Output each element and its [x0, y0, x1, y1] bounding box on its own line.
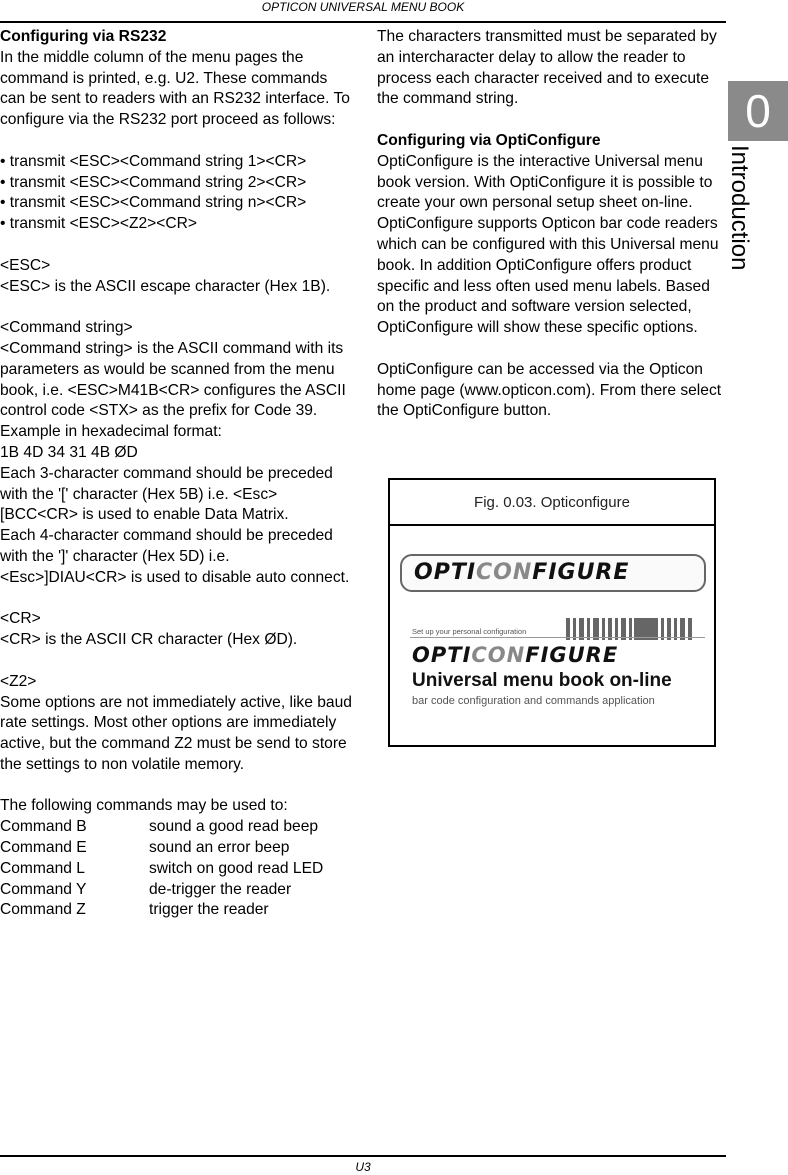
figure-tagline: Set up your personal configuration	[412, 627, 527, 636]
opticonfigure-text: OptiConfigure is the interactive Universal menu book version. With OptiConfigure it is possible to create your own personal setup sheet on-line. OptiConfigure supports Opticon bar code readers which can be configured with this Universal menu book. In addition OptiConfigure offers product specific and less often used menu labels. Based on the product and software version selected, OptiConfigure will show these specific options.	[377, 152, 719, 337]
opticonfigure-figure	[388, 478, 716, 747]
command-name: Command Z	[0, 901, 86, 919]
command-desc: switch on good read LED	[149, 859, 324, 877]
command-string-title: <Command string>	[0, 319, 133, 337]
opticonfigure-heading: Configuring via OptiConfigure	[377, 131, 601, 149]
command-row	[0, 838, 352, 859]
commands-intro: The following commands may be used to:	[0, 797, 288, 815]
command-name: Command L	[0, 859, 85, 877]
footer-rule	[0, 1155, 726, 1157]
esc-text: <ESC> is the ASCII escape character (Hex 1B).	[0, 277, 331, 295]
command-desc: de-trigger the reader	[149, 880, 292, 898]
chapter-number-tab: 0	[728, 81, 788, 141]
opticonfigure-logo-secondary	[412, 642, 618, 668]
logo-part-figure: FIGURE	[532, 560, 630, 585]
opticonfigure-logo-banner	[400, 554, 706, 592]
command-name: Command Y	[0, 880, 87, 898]
command-name: Command B	[0, 818, 87, 836]
bullet-item: • transmit <ESC><Command string n><CR>	[0, 194, 307, 212]
example-label: Example in hexadecimal format:	[0, 423, 222, 441]
chapter-label-tab: Introduction	[726, 145, 753, 271]
command-row	[0, 880, 352, 901]
opticonfigure-logo	[414, 558, 629, 588]
right-column	[377, 27, 725, 422]
command-desc: trigger the reader	[149, 901, 269, 919]
cr-text: <CR> is the ASCII CR character (Hex ØD).	[0, 631, 298, 649]
logo-part-opti: OPTI	[412, 643, 472, 667]
command-row	[0, 900, 352, 921]
bullet-item: • transmit <ESC><Z2><CR>	[0, 215, 198, 233]
rs232-heading: Configuring via RS232	[0, 28, 167, 45]
bullet-item: • transmit <ESC><Command string 2><CR>	[0, 173, 307, 191]
running-header: OPTICON UNIVERSAL MENU BOOK	[261, 0, 465, 14]
page-number: U3	[355, 1160, 371, 1174]
cr-title: <CR>	[0, 610, 41, 628]
logo-part-figure: FIGURE	[525, 643, 619, 667]
header-rule	[0, 21, 726, 23]
command-string-text: <Command string> is the ASCII command with its parameters as would be scanned from the menu book, i.e. <ESC>M41B<CR> configures the ASCII control code <STX> as the prefix for Code 39.	[0, 339, 346, 420]
opticonfigure-access-text: OptiConfigure can be accessed via the Opticon home page (www.opticon.com). From there select the OptiConfigure button.	[377, 360, 722, 420]
logo-part-con: CON	[476, 560, 533, 585]
command-name: Command E	[0, 839, 87, 857]
example-value: 1B 4D 34 31 4B ØD	[0, 443, 138, 461]
online-title: Universal menu book on-line	[412, 670, 672, 691]
bullet-item: • transmit <ESC><Command string 1><CR>	[0, 152, 307, 170]
command-row	[0, 817, 352, 838]
figure-caption: Fig. 0.03. Opticonfigure	[390, 480, 714, 526]
figure-divider	[410, 637, 705, 638]
delay-text: The characters transmitted must be separated by an intercharacter delay to allow the reader to process each character received and to execute the command string.	[377, 28, 717, 108]
four-char-text: Each 4-character command should be preceded with the ']' character (Hex 5D) i.e. <Esc>]DIAU<CR> is used to disable auto connect.	[0, 527, 350, 586]
left-column	[0, 27, 352, 921]
logo-part-con: CON	[471, 643, 526, 667]
command-desc: sound a good read beep	[149, 818, 319, 836]
online-subtitle: bar code configuration and commands application	[412, 695, 655, 707]
command-desc: sound an error beep	[149, 839, 290, 857]
command-row	[0, 859, 352, 880]
three-char-text: Each 3-character command should be preceded with the '[' character (Hex 5B) i.e. <Esc>[BCC<CR> is used to enable Data Matrix.	[0, 464, 333, 524]
esc-title: <ESC>	[0, 256, 51, 274]
logo-part-opti: OPTI	[414, 560, 477, 585]
z2-title: <Z2>	[0, 672, 37, 690]
z2-text: Some options are not immediately active, like baud rate settings. Most other options are immediately active, but the command Z2 must be send to store the settings to non volatile memory.	[0, 693, 352, 773]
rs232-intro: In the middle column of the menu pages the command is printed, e.g. U2. These commands can be sent to readers with an RS232 interface. To configure via the RS232 port proceed as follows:	[0, 48, 350, 129]
